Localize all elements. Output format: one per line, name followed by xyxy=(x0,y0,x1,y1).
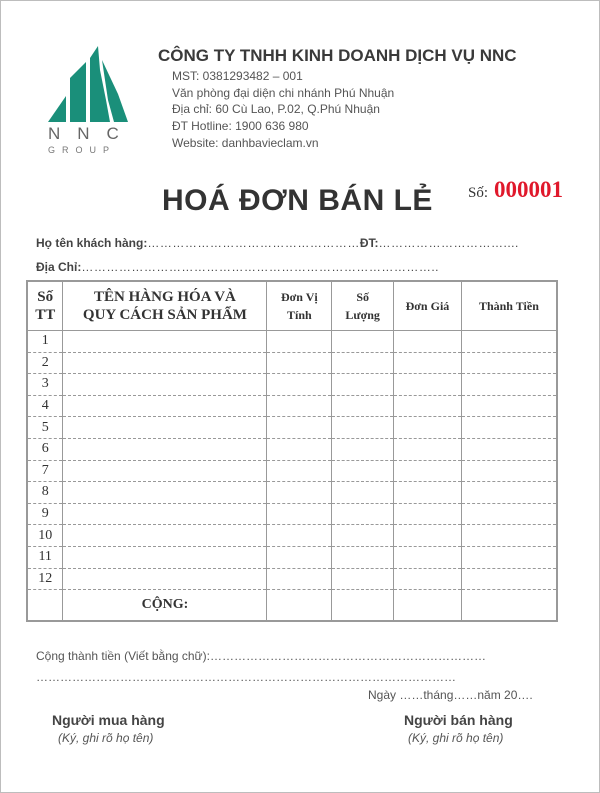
row-product-cell[interactable] xyxy=(63,331,267,353)
row-price-cell[interactable] xyxy=(394,525,462,547)
customer-address-field[interactable]: ………………………………………………………………………….. xyxy=(81,260,440,274)
header-unit-price: Đơn Giá xyxy=(394,281,462,331)
header-amount: Thành Tiền xyxy=(461,281,557,331)
buyer-signature-note: (Ký, ghi rõ họ tên) xyxy=(58,731,154,745)
invoice-number: 000001 xyxy=(494,177,563,202)
row-price-cell[interactable] xyxy=(394,395,462,417)
table-row xyxy=(27,374,557,396)
header-product-line2: QUY CÁCH SẢN PHẨM xyxy=(82,307,247,323)
buyer-signature-title: Người mua hàng xyxy=(52,712,165,728)
row-unit-cell[interactable] xyxy=(267,460,332,482)
row-qty-cell[interactable] xyxy=(332,546,394,568)
row-price-cell[interactable] xyxy=(394,546,462,568)
row-price-cell[interactable] xyxy=(394,374,462,396)
row-qty-cell[interactable] xyxy=(332,525,394,547)
row-number: 12 xyxy=(27,568,63,590)
row-product-cell[interactable] xyxy=(63,352,267,374)
company-hotline: ĐT Hotline: 1900 636 980 xyxy=(172,119,309,133)
header-unit xyxy=(267,281,332,331)
row-product-cell[interactable] xyxy=(63,460,267,482)
header-unit-line2: Tính xyxy=(287,308,312,322)
row-amount-cell[interactable] xyxy=(461,525,557,547)
logo-text: NNC xyxy=(48,124,136,143)
row-number: 7 xyxy=(27,460,63,482)
company-website: Website: danhbavieclam.vn xyxy=(172,136,319,150)
customer-phone-label: ĐT: xyxy=(359,236,379,250)
table-row xyxy=(27,352,557,374)
table-row xyxy=(27,546,557,568)
row-product-cell[interactable] xyxy=(63,438,267,460)
amount-in-words-line xyxy=(36,649,486,663)
row-number: 6 xyxy=(27,438,63,460)
row-number: 8 xyxy=(27,482,63,504)
header-product-line1: TÊN HÀNG HÓA VÀ xyxy=(94,289,236,305)
row-qty-cell[interactable] xyxy=(332,374,394,396)
row-product-cell[interactable] xyxy=(63,482,267,504)
row-amount-cell[interactable] xyxy=(461,482,557,504)
row-qty-cell[interactable] xyxy=(332,438,394,460)
customer-name-field[interactable]: …………………………………………… xyxy=(147,236,360,250)
table-row xyxy=(27,460,557,482)
invoice-number-label: Số: xyxy=(468,185,489,201)
items-table xyxy=(26,280,558,622)
row-unit-cell[interactable] xyxy=(267,503,332,525)
total-cell-qty[interactable] xyxy=(332,590,394,622)
row-price-cell[interactable] xyxy=(394,331,462,353)
row-product-cell[interactable] xyxy=(63,395,267,417)
row-unit-cell[interactable] xyxy=(267,374,332,396)
table-row xyxy=(27,525,557,547)
row-unit-cell[interactable] xyxy=(267,568,332,590)
row-amount-cell[interactable] xyxy=(461,374,557,396)
table-row xyxy=(27,568,557,590)
customer-address-line xyxy=(36,260,439,274)
row-number: 9 xyxy=(27,503,63,525)
header-product-name xyxy=(63,281,267,331)
total-cell-stt xyxy=(27,590,63,622)
row-unit-cell[interactable] xyxy=(267,438,332,460)
table-row xyxy=(27,331,557,353)
customer-address-label: Địa Chỉ: xyxy=(36,260,82,274)
header-stt xyxy=(27,281,63,331)
row-unit-cell[interactable] xyxy=(267,352,332,374)
date-line: Ngày ……tháng……năm 20…. xyxy=(368,688,533,702)
row-amount-cell[interactable] xyxy=(461,352,557,374)
company-address: Địa chỉ: 60 Cù Lao, P.02, Q.Phú Nhuận xyxy=(172,102,380,116)
row-unit-cell[interactable] xyxy=(267,525,332,547)
row-unit-cell[interactable] xyxy=(267,331,332,353)
row-amount-cell[interactable] xyxy=(461,460,557,482)
total-row xyxy=(27,590,557,622)
row-product-cell[interactable] xyxy=(63,374,267,396)
customer-name-label: Họ tên khách hàng: xyxy=(36,236,148,250)
row-qty-cell[interactable] xyxy=(332,395,394,417)
row-unit-cell[interactable] xyxy=(267,417,332,439)
table-header-row xyxy=(27,281,557,331)
row-qty-cell[interactable] xyxy=(332,568,394,590)
header-qty-line2: Lượng xyxy=(345,308,380,322)
customer-phone-field[interactable]: ………………………….... xyxy=(378,236,519,250)
table-row xyxy=(27,482,557,504)
company-name: CÔNG TY TNHH KINH DOANH DỊCH VỤ NNC xyxy=(158,46,517,65)
row-unit-cell[interactable] xyxy=(267,482,332,504)
row-number: 3 xyxy=(27,374,63,396)
row-amount-cell[interactable] xyxy=(461,438,557,460)
row-amount-cell[interactable] xyxy=(461,546,557,568)
table-row xyxy=(27,417,557,439)
row-number: 2 xyxy=(27,352,63,374)
row-number: 5 xyxy=(27,417,63,439)
row-amount-cell[interactable] xyxy=(461,417,557,439)
logo-subtext: GROUP xyxy=(48,145,117,155)
seller-signature-title: Người bán hàng xyxy=(404,712,513,728)
row-product-cell[interactable] xyxy=(63,525,267,547)
row-qty-cell[interactable] xyxy=(332,417,394,439)
row-price-cell[interactable] xyxy=(394,417,462,439)
row-product-cell[interactable] xyxy=(63,417,267,439)
seller-signature-note: (Ký, ghi rõ họ tên) xyxy=(408,731,504,745)
row-number: 11 xyxy=(27,546,63,568)
row-unit-cell[interactable] xyxy=(267,546,332,568)
row-qty-cell[interactable] xyxy=(332,352,394,374)
row-price-cell[interactable] xyxy=(394,438,462,460)
row-price-cell[interactable] xyxy=(394,352,462,374)
amount-in-words-field-2[interactable]: …………………………………………………………………………………………… xyxy=(36,670,456,684)
header-qty-line1: Số xyxy=(356,290,370,304)
header-quantity xyxy=(332,281,394,331)
customer-name-line xyxy=(36,236,519,250)
row-price-cell[interactable] xyxy=(394,568,462,590)
row-unit-cell[interactable] xyxy=(267,395,332,417)
row-amount-cell[interactable] xyxy=(461,395,557,417)
total-cell-unit[interactable] xyxy=(267,590,332,622)
row-price-cell[interactable] xyxy=(394,482,462,504)
row-product-cell[interactable] xyxy=(63,546,267,568)
row-number: 10 xyxy=(27,525,63,547)
row-amount-cell[interactable] xyxy=(461,568,557,590)
total-cell-amount[interactable] xyxy=(461,590,557,622)
table-row xyxy=(27,503,557,525)
row-price-cell[interactable] xyxy=(394,460,462,482)
row-amount-cell[interactable] xyxy=(461,331,557,353)
row-product-cell[interactable] xyxy=(63,503,267,525)
row-number: 4 xyxy=(27,395,63,417)
table-row xyxy=(27,438,557,460)
table-row xyxy=(27,395,557,417)
row-product-cell[interactable] xyxy=(63,568,267,590)
invoice-title: HOÁ ĐƠN BÁN LẺ xyxy=(162,184,433,217)
total-label: CỘNG: xyxy=(63,590,267,622)
header-stt-line1: Số xyxy=(37,289,54,305)
total-cell-price[interactable] xyxy=(394,590,462,622)
row-qty-cell[interactable] xyxy=(332,331,394,353)
company-office: Văn phòng đại diện chi nhánh Phú Nhuận xyxy=(172,86,395,100)
row-qty-cell[interactable] xyxy=(332,460,394,482)
amount-in-words-field[interactable]: …………………………………………………………… xyxy=(209,649,486,663)
row-number: 1 xyxy=(27,331,63,353)
row-qty-cell[interactable] xyxy=(332,503,394,525)
row-price-cell[interactable] xyxy=(394,503,462,525)
row-qty-cell[interactable] xyxy=(332,482,394,504)
row-amount-cell[interactable] xyxy=(461,503,557,525)
amount-in-words-label: Cộng thành tiền (Viết bằng chữ): xyxy=(36,649,210,663)
company-tax-code: MST: 0381293482 – 001 xyxy=(172,69,303,83)
header-unit-line1: Đơn Vị xyxy=(280,290,318,304)
header-stt-line2: TT xyxy=(35,307,56,323)
